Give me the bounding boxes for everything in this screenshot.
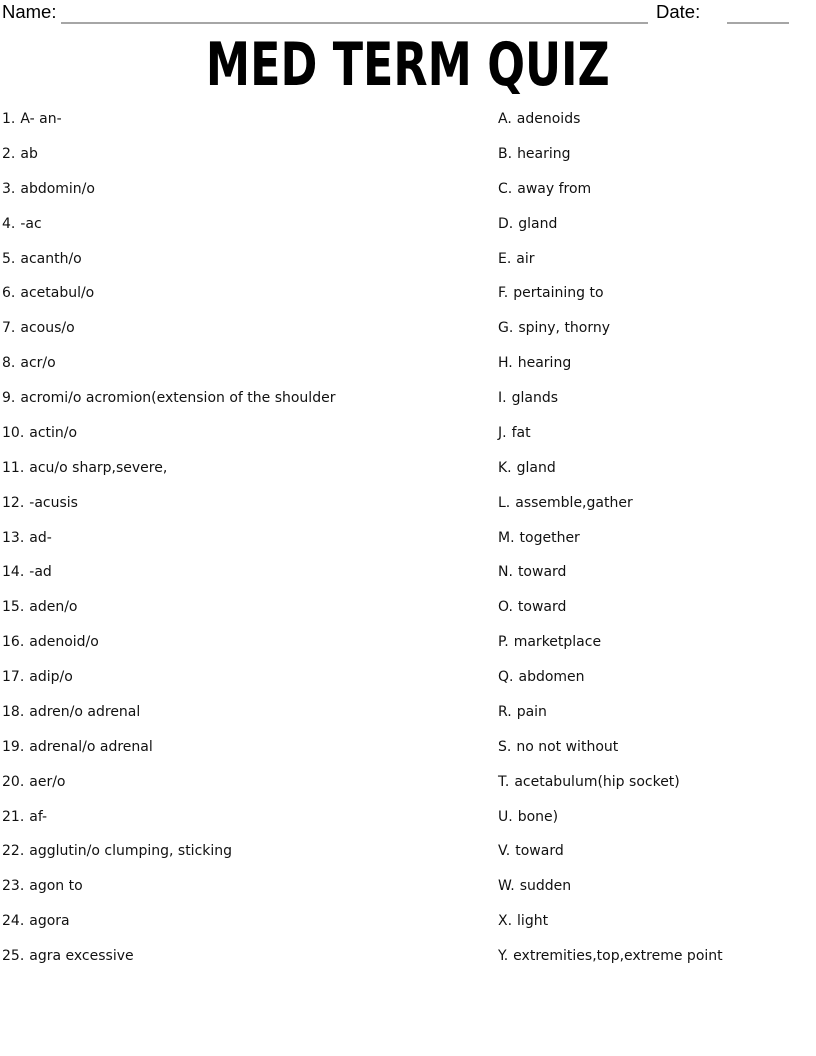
- quiz-row: [2, 695, 490, 730]
- quiz-row-label: U.: [498, 808, 513, 825]
- quiz-row: [498, 730, 810, 765]
- quiz-row: [498, 242, 810, 277]
- quiz-row-label: E.: [498, 250, 512, 267]
- quiz-row-label: 25.: [2, 948, 25, 964]
- quiz-row-label: H.: [498, 355, 513, 372]
- quiz-row-text: adenoids: [516, 111, 581, 127]
- quiz-row-label: 10.: [2, 424, 25, 441]
- quiz-row-label: O.: [498, 599, 513, 616]
- quiz-row: [498, 625, 810, 660]
- quiz-row-text: toward: [517, 599, 567, 616]
- quiz-row: [2, 904, 490, 939]
- quiz-row-text: assemble,gather: [515, 494, 633, 511]
- quiz-row-text: A- an-: [20, 111, 62, 127]
- quiz-row: [2, 625, 490, 660]
- quiz-row-text: pertaining to: [513, 285, 604, 302]
- quiz-row-label: 1.: [2, 111, 16, 127]
- quiz-row-label: 23.: [2, 878, 25, 895]
- quiz-row-label: 6.: [2, 285, 16, 302]
- quiz-row: [498, 137, 810, 172]
- date-label: Date:: [656, 1, 701, 22]
- quiz-row-label: B.: [498, 145, 513, 162]
- quiz-row-label: 15.: [2, 599, 25, 616]
- answers-column: [498, 102, 810, 974]
- quiz-row-text: adren/o adrenal: [29, 703, 141, 720]
- quiz-row-label: J.: [498, 424, 507, 441]
- quiz-row-text: ab: [20, 145, 38, 162]
- quiz-row-label: 11.: [2, 459, 25, 476]
- quiz-row-label: Q.: [498, 669, 514, 685]
- quiz-row-text: together: [519, 529, 580, 546]
- name-blank-line: [61, 22, 648, 24]
- quiz-row: [2, 800, 490, 835]
- quiz-row-text: hearing: [517, 145, 571, 162]
- quiz-row-label: M.: [498, 529, 515, 546]
- quiz-row-label: G.: [498, 320, 514, 337]
- page-title-text: MED TERM QUIZ: [206, 30, 610, 100]
- quiz-row: [2, 416, 490, 451]
- quiz-row: [498, 381, 810, 416]
- terms-column: [2, 102, 490, 974]
- quiz-row-text: sudden: [519, 878, 572, 895]
- quiz-row: [498, 800, 810, 835]
- quiz-row-text: acr/o: [20, 355, 56, 372]
- quiz-row-label: T.: [498, 773, 510, 790]
- quiz-row-text: gland: [518, 215, 558, 232]
- quiz-row: [2, 451, 490, 486]
- quiz-row-text: agon to: [29, 878, 83, 895]
- quiz-row: [2, 381, 490, 416]
- quiz-row: [498, 311, 810, 346]
- quiz-row-text: air: [516, 250, 535, 267]
- quiz-row-label: 3.: [2, 180, 16, 197]
- quiz-row: [2, 242, 490, 277]
- quiz-row-text: acanth/o: [20, 250, 82, 267]
- quiz-row-label: 18.: [2, 703, 25, 720]
- quiz-row-label: K.: [498, 459, 512, 476]
- quiz-row: [498, 904, 810, 939]
- quiz-row-text: aer/o: [29, 773, 66, 790]
- quiz-row: [498, 939, 810, 974]
- quiz-row-label: 21.: [2, 808, 25, 825]
- quiz-row: [498, 590, 810, 625]
- quiz-row-label: 2.: [2, 145, 16, 162]
- quiz-row: [2, 555, 490, 590]
- quiz-row: [2, 346, 490, 381]
- quiz-row-text: acetabulum(hip socket): [514, 773, 680, 790]
- quiz-row-label: P.: [498, 634, 509, 651]
- quiz-row-text: fat: [511, 424, 531, 441]
- quiz-row: [498, 276, 810, 311]
- quiz-row: [498, 695, 810, 730]
- quiz-row-text: pain: [516, 703, 547, 720]
- quiz-row-label: 14.: [2, 564, 25, 581]
- quiz-row-text: -ad: [29, 564, 52, 581]
- quiz-row-text: toward: [515, 843, 564, 860]
- quiz-row-label: R.: [498, 703, 512, 720]
- quiz-row-label: 13.: [2, 529, 25, 546]
- quiz-row-text: aden/o: [29, 599, 78, 616]
- quiz-row-text: hearing: [517, 355, 572, 372]
- quiz-row-label: C.: [498, 180, 513, 197]
- quiz-row-text: af-: [29, 808, 48, 825]
- quiz-row-text: abdomen: [518, 669, 585, 685]
- quiz-row-label: I.: [498, 390, 507, 406]
- quiz-row-text: extremities,top,extreme point: [513, 948, 723, 964]
- quiz-row-text: acous/o: [20, 320, 75, 337]
- quiz-row-label: L.: [498, 494, 511, 511]
- quiz-row-label: W.: [498, 878, 515, 895]
- quiz-row: [498, 207, 810, 242]
- quiz-row-text: agora: [29, 913, 70, 930]
- quiz-row: [2, 660, 490, 695]
- quiz-row-label: X.: [498, 913, 513, 930]
- quiz-row-text: no not without: [516, 738, 619, 755]
- quiz-row-text: adip/o: [29, 669, 73, 685]
- quiz-row-text: bone): [517, 808, 559, 825]
- quiz-row: [2, 590, 490, 625]
- quiz-row-text: light: [517, 913, 549, 930]
- quiz-row: [498, 834, 810, 869]
- name-label: Name:: [2, 1, 57, 22]
- quiz-row: [2, 276, 490, 311]
- quiz-row: [498, 660, 810, 695]
- quiz-row-label: S.: [498, 738, 512, 755]
- quiz-row-text: gland: [516, 459, 556, 476]
- quiz-row: [2, 765, 490, 800]
- quiz-row: [2, 311, 490, 346]
- quiz-row-label: 12.: [2, 494, 25, 511]
- quiz-row-text: actin/o: [29, 424, 78, 441]
- quiz-row: [2, 137, 490, 172]
- quiz-row-label: Y.: [498, 948, 509, 964]
- quiz-row: [498, 451, 810, 486]
- quiz-row: [498, 346, 810, 381]
- quiz-row-label: 24.: [2, 913, 25, 930]
- quiz-row-text: -acusis: [29, 494, 78, 511]
- quiz-row: [2, 521, 490, 556]
- quiz-row-label: 16.: [2, 634, 25, 651]
- quiz-row: [2, 172, 490, 207]
- quiz-row-text: adenoid/o: [29, 634, 99, 651]
- quiz-row-label: 7.: [2, 320, 16, 337]
- quiz-row: [2, 834, 490, 869]
- quiz-row-label: 22.: [2, 843, 25, 860]
- quiz-row-text: adrenal/o adrenal: [29, 738, 153, 755]
- quiz-row-text: glands: [511, 390, 559, 406]
- quiz-row-text: agra excessive: [29, 948, 134, 964]
- quiz-row: [498, 102, 810, 137]
- quiz-row: [498, 416, 810, 451]
- quiz-row: [498, 869, 810, 904]
- quiz-row: [498, 765, 810, 800]
- quiz-row-label: 8.: [2, 355, 16, 372]
- quiz-row-label: 9.: [2, 390, 16, 406]
- quiz-row: [498, 521, 810, 556]
- quiz-row: [2, 869, 490, 904]
- quiz-row-text: toward: [517, 564, 567, 581]
- quiz-row-label: 5.: [2, 250, 16, 267]
- date-blank-line: [727, 22, 789, 24]
- quiz-row-text: abdomin/o: [20, 180, 95, 197]
- quiz-row: [2, 939, 490, 974]
- quiz-row-text: ad-: [29, 529, 52, 546]
- quiz-row-label: 20.: [2, 773, 25, 790]
- quiz-row-label: 4.: [2, 215, 16, 232]
- quiz-row-text: agglutin/o clumping, sticking: [29, 843, 233, 860]
- quiz-row-label: A.: [498, 111, 512, 127]
- quiz-row: [2, 486, 490, 521]
- quiz-row: [2, 730, 490, 765]
- quiz-row-label: F.: [498, 285, 509, 302]
- quiz-row-text: acetabul/o: [20, 285, 95, 302]
- quiz-row-text: acromi/o acromion(extension of the shoulder: [20, 390, 336, 406]
- quiz-row-text: marketplace: [513, 634, 602, 651]
- quiz-row: [498, 172, 810, 207]
- quiz-row-text: -ac: [20, 215, 42, 232]
- quiz-row-label: 17.: [2, 669, 25, 685]
- quiz-row: [2, 102, 490, 137]
- quiz-row: [498, 486, 810, 521]
- quiz-row-label: N.: [498, 564, 513, 581]
- quiz-row-label: V.: [498, 843, 511, 860]
- quiz-row-text: acu/o sharp,severe,: [29, 459, 168, 476]
- quiz-row-text: spiny, thorny: [518, 320, 611, 337]
- quiz-row: [2, 207, 490, 242]
- quiz-row: [498, 555, 810, 590]
- quiz-row-label: 19.: [2, 738, 25, 755]
- quiz-row-label: D.: [498, 215, 514, 232]
- quiz-row-text: away from: [517, 180, 592, 197]
